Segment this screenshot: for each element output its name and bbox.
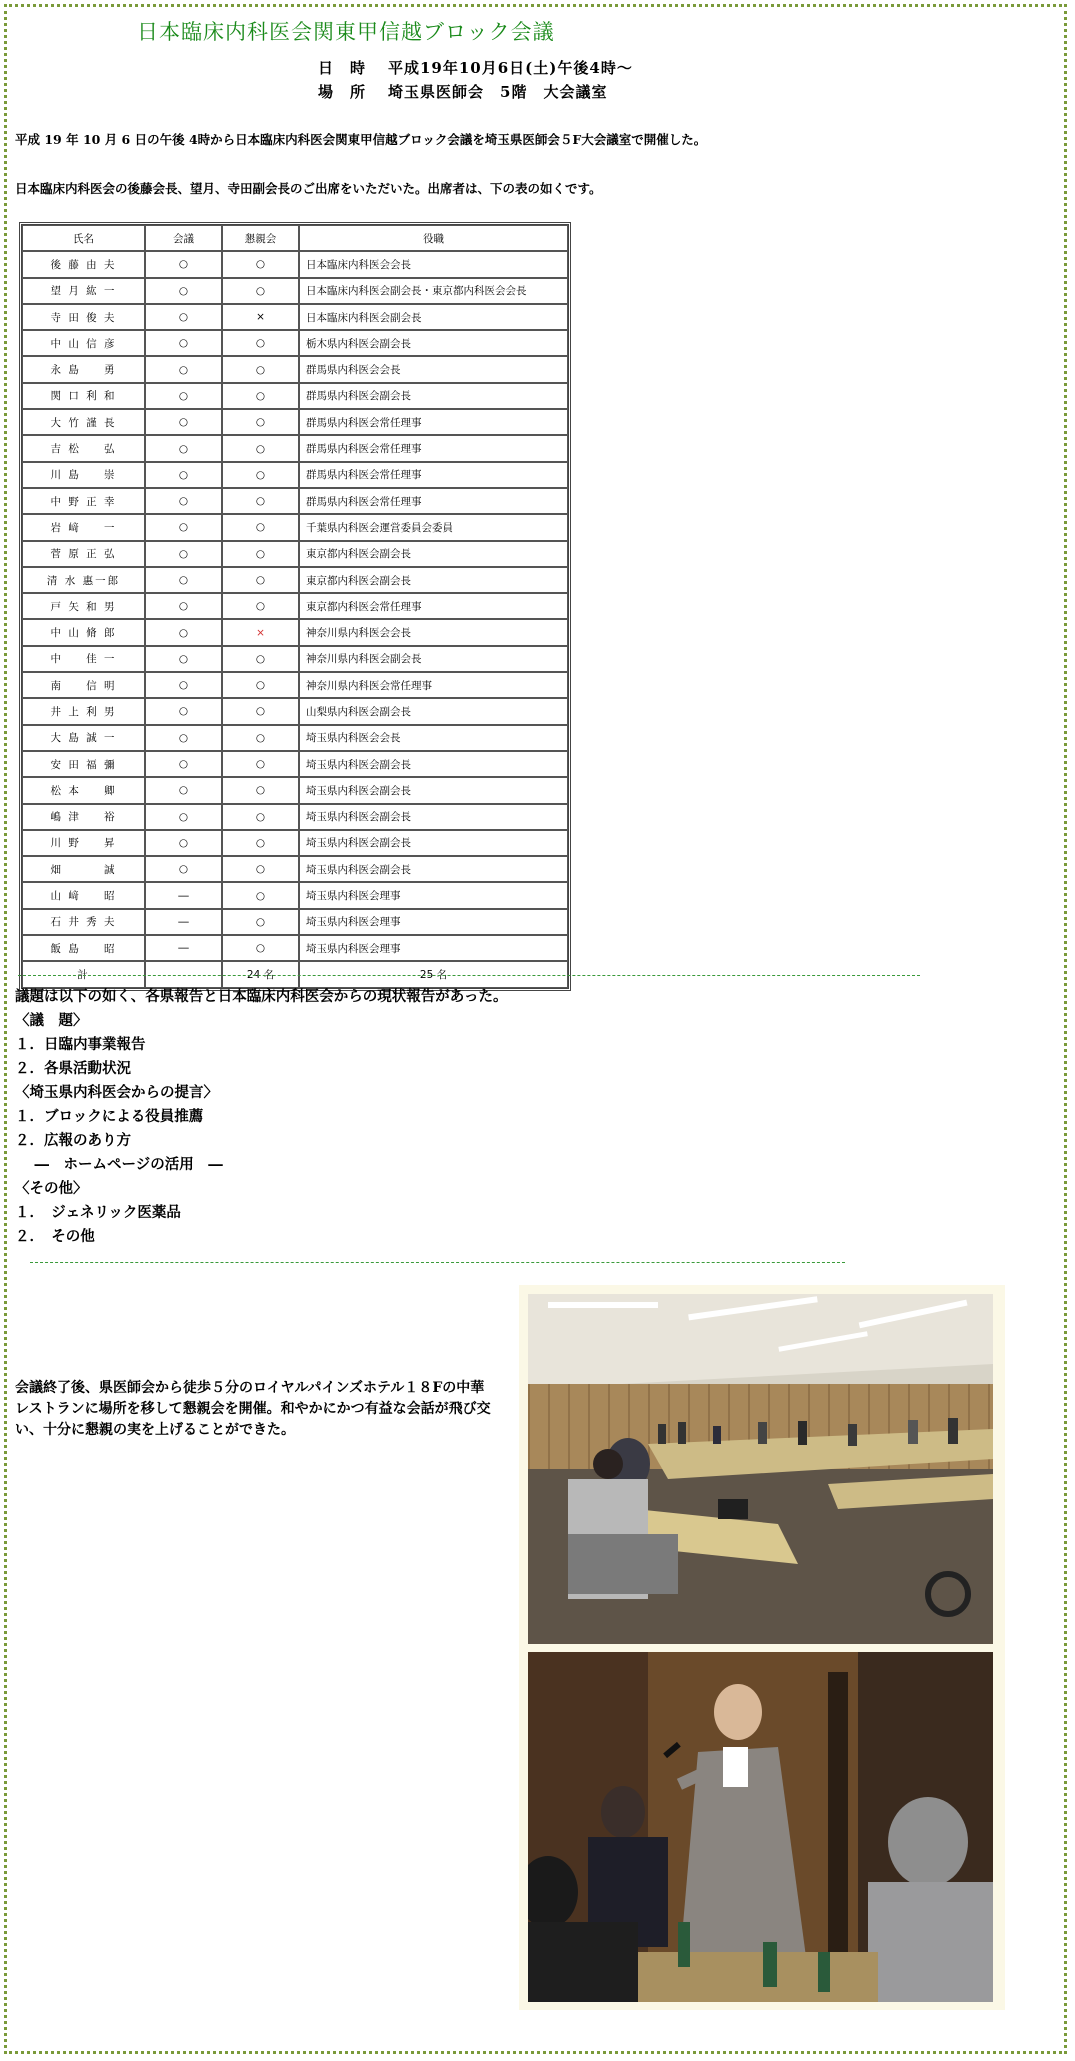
meeting-attendance: ○ (145, 698, 222, 724)
other-item: ２． その他 (15, 1228, 95, 1245)
social-attendance: ○ (222, 435, 299, 461)
social-attendance: ○ (222, 278, 299, 304)
member-role: 埼玉県内科医会副会長 (299, 751, 568, 777)
proposal-subitem: ― ホームページの活用 ― (15, 1156, 223, 1173)
member-name: 中 山 脩 郎 (22, 619, 145, 645)
member-name: 川 野 昇 (22, 830, 145, 856)
member-role: 埼玉県内科医会副会長 (299, 830, 568, 856)
meeting-attendance: ○ (145, 672, 222, 698)
social-attendance: ○ (222, 462, 299, 488)
meeting-attendance: ○ (145, 593, 222, 619)
meeting-place (318, 81, 607, 102)
member-name: 菅 原 正 弘 (22, 541, 145, 567)
table-row (22, 882, 568, 908)
meeting-attendance: ― (145, 882, 222, 908)
member-role: 群馬県内科医会会長 (299, 356, 568, 382)
table-row (22, 698, 568, 724)
meeting-attendance: ○ (145, 462, 222, 488)
place-value: 埼玉県医師会 5階 大会議室 (388, 83, 608, 101)
member-role: 群馬県内科医会常任理事 (299, 409, 568, 435)
table-row (22, 462, 568, 488)
social-attendance: ○ (222, 514, 299, 540)
social-attendance: × (222, 304, 299, 330)
intro-paragraph-2: 日本臨床内科医会の後藤会長、望月、寺田副会長のご出席をいただいた。出席者は、下の表の如くです。 (15, 181, 602, 196)
social-attendance: ○ (222, 646, 299, 672)
member-role: 埼玉県内科医会副会長 (299, 777, 568, 803)
member-name: 川 島 崇 (22, 462, 145, 488)
member-name: 大 島 誠 一 (22, 725, 145, 751)
member-role: 山梨県内科医会副会長 (299, 698, 568, 724)
place-label: 場 所 (318, 83, 367, 101)
meeting-attendance: ○ (145, 383, 222, 409)
other-item: １． ジェネリック医薬品 (15, 1204, 181, 1221)
proposal-item: ２．広報のあり方 (15, 1132, 131, 1149)
member-role: 埼玉県内科医会副会長 (299, 856, 568, 882)
intro-paragraph-1: 平成 19 年 10 月 6 日の午後 4時から日本臨床内科医会関東甲信越ブロック会議を埼玉県医師会５F大会議室で開催した。 (15, 132, 707, 147)
table-row (22, 935, 568, 961)
agenda-item: ２．各県活動状況 (15, 1060, 131, 1077)
table-row (22, 567, 568, 593)
social-attendance: ○ (222, 882, 299, 908)
meeting-attendance: ○ (145, 619, 222, 645)
meeting-attendance: ○ (145, 304, 222, 330)
social-attendance: ○ (222, 777, 299, 803)
table-row (22, 304, 568, 330)
meeting-attendance: ○ (145, 751, 222, 777)
table-row (22, 383, 568, 409)
header-role: 役職 (299, 225, 568, 251)
social-attendance: ○ (222, 251, 299, 277)
member-role: 埼玉県内科医会理事 (299, 909, 568, 935)
member-name: 清 水 惠一郎 (22, 567, 145, 593)
member-name: 関 口 利 和 (22, 383, 145, 409)
table-row (22, 777, 568, 803)
member-name: 井 上 利 男 (22, 698, 145, 724)
member-role: 神奈川県内科医会副会長 (299, 646, 568, 672)
member-name: 吉 松 弘 (22, 435, 145, 461)
meeting-attendance: ○ (145, 488, 222, 514)
table-row (22, 278, 568, 304)
table-row (22, 751, 568, 777)
agenda-heading: 〈議 題〉 (15, 1012, 88, 1029)
member-name: 永 島 勇 (22, 356, 145, 382)
member-role: 日本臨床内科医会副会長 (299, 304, 568, 330)
meeting-attendance: ○ (145, 278, 222, 304)
social-attendance: ○ (222, 856, 299, 882)
table-row (22, 619, 568, 645)
member-name: 中 佳 一 (22, 646, 145, 672)
header-social: 懇親会 (222, 225, 299, 251)
member-role: 神奈川県内科医会常任理事 (299, 672, 568, 698)
member-role: 埼玉県内科医会理事 (299, 882, 568, 908)
speaker-photo (528, 1652, 993, 2002)
member-role: 群馬県内科医会常任理事 (299, 435, 568, 461)
table-row (22, 514, 568, 540)
social-attendance: ○ (222, 541, 299, 567)
other-heading: 〈その他〉 (15, 1180, 88, 1197)
member-role: 東京都内科医会常任理事 (299, 593, 568, 619)
agenda-item: １．日臨内事業報告 (15, 1036, 146, 1053)
agenda-lead: 議題は以下の如く、各県報告と日本臨床内科医会からの現状報告があった。 (15, 988, 508, 1005)
photo-panel (519, 1285, 1005, 2010)
table-row (22, 409, 568, 435)
member-name: 中 野 正 幸 (22, 488, 145, 514)
member-name: 松 本 卿 (22, 777, 145, 803)
social-attendance: ○ (222, 909, 299, 935)
table-row (22, 541, 568, 567)
date-value: 平成19年10月6日(土)午後4時～ (388, 59, 633, 77)
meeting-attendance: ― (145, 909, 222, 935)
member-role: 東京都内科医会副会長 (299, 541, 568, 567)
total-social: 24 名 (222, 961, 299, 987)
meeting-attendance: ○ (145, 856, 222, 882)
meeting-attendance: ○ (145, 777, 222, 803)
table-row (22, 330, 568, 356)
social-attendance: ○ (222, 698, 299, 724)
social-attendance: ○ (222, 804, 299, 830)
member-name: 大 竹 謹 長 (22, 409, 145, 435)
social-attendance: ○ (222, 567, 299, 593)
social-attendance: ○ (222, 830, 299, 856)
table-header-row (22, 225, 568, 251)
meeting-attendance: ○ (145, 646, 222, 672)
proposal-item: １．ブロックによる役員推薦 (15, 1108, 204, 1125)
member-role: 群馬県内科医会常任理事 (299, 462, 568, 488)
table-row (22, 725, 568, 751)
member-name: 望 月 紘 一 (22, 278, 145, 304)
member-name: 岩 﨑 一 (22, 514, 145, 540)
attendance-body (22, 251, 568, 961)
total-count: 25 名 (299, 961, 568, 987)
member-name: 山 﨑 昭 (22, 882, 145, 908)
member-name: 中 山 信 彦 (22, 330, 145, 356)
meeting-attendance: ― (145, 935, 222, 961)
header-name: 氏名 (22, 225, 145, 251)
agenda-section (15, 985, 508, 1249)
member-name: 飯 島 昭 (22, 935, 145, 961)
table-row (22, 435, 568, 461)
table-row (22, 593, 568, 619)
social-attendance: ○ (222, 488, 299, 514)
meeting-attendance: ○ (145, 435, 222, 461)
meeting-attendance: ○ (145, 804, 222, 830)
divider-2 (30, 1262, 845, 1263)
table-row (22, 830, 568, 856)
social-attendance: ○ (222, 409, 299, 435)
social-attendance: ○ (222, 383, 299, 409)
table-row (22, 909, 568, 935)
member-role: 神奈川県内科医会会長 (299, 619, 568, 645)
member-role: 埼玉県内科医会会長 (299, 725, 568, 751)
meeting-attendance: ○ (145, 251, 222, 277)
meeting-room-photo (528, 1294, 993, 1644)
meeting-date (318, 57, 633, 78)
social-attendance: ○ (222, 330, 299, 356)
member-name: 寺 田 俊 夫 (22, 304, 145, 330)
page-title: 日本臨床内科医会関東甲信越ブロック会議 (137, 20, 555, 44)
member-name: 石 井 秀 夫 (22, 909, 145, 935)
member-role: 群馬県内科医会常任理事 (299, 488, 568, 514)
member-role: 千葉県内科医会運営委員会委員 (299, 514, 568, 540)
social-attendance: ○ (222, 593, 299, 619)
member-name: 戸 矢 和 男 (22, 593, 145, 619)
social-attendance: ○ (222, 356, 299, 382)
social-attendance: × (222, 619, 299, 645)
meeting-attendance: ○ (145, 567, 222, 593)
member-role: 埼玉県内科医会理事 (299, 935, 568, 961)
member-role: 群馬県内科医会副会長 (299, 383, 568, 409)
table-row (22, 672, 568, 698)
member-role: 埼玉県内科医会副会長 (299, 804, 568, 830)
member-name: 嶋 津 裕 (22, 804, 145, 830)
member-name: 畑 誠 (22, 856, 145, 882)
member-role: 栃木県内科医会副会長 (299, 330, 568, 356)
meeting-attendance: ○ (145, 330, 222, 356)
divider-1 (18, 975, 920, 976)
table-row (22, 356, 568, 382)
table-row (22, 804, 568, 830)
header-meeting: 会議 (145, 225, 222, 251)
meeting-attendance: ○ (145, 514, 222, 540)
attendance-table (19, 222, 571, 991)
social-attendance: ○ (222, 935, 299, 961)
member-role: 日本臨床内科医会副会長・東京都内科医会会長 (299, 278, 568, 304)
social-attendance: ○ (222, 751, 299, 777)
meeting-attendance: ○ (145, 725, 222, 751)
social-attendance: ○ (222, 672, 299, 698)
member-name: 後 藤 由 夫 (22, 251, 145, 277)
proposal-heading: 〈埼玉県内科医会からの提言〉 (15, 1084, 218, 1101)
social-attendance: ○ (222, 725, 299, 751)
table-row (22, 251, 568, 277)
meeting-attendance: ○ (145, 356, 222, 382)
member-name: 南 信 明 (22, 672, 145, 698)
date-label: 日 時 (318, 59, 367, 77)
table-row (22, 646, 568, 672)
table-row (22, 856, 568, 882)
reception-note: 会議終了後、県医師会から徒歩５分のロイヤルパインズホテル１８Fの中華レストランに場所を移して懇親会を開催。和やかにかつ有益な会話が飛び交い、十分に懇親の実を上げることができた。 (15, 1380, 491, 1438)
meeting-attendance: ○ (145, 830, 222, 856)
member-name: 安 田 福 彌 (22, 751, 145, 777)
member-role: 日本臨床内科医会会長 (299, 251, 568, 277)
meeting-attendance: ○ (145, 541, 222, 567)
member-role: 東京都内科医会副会長 (299, 567, 568, 593)
total-label: 計 (22, 961, 145, 987)
meeting-attendance: ○ (145, 409, 222, 435)
table-row (22, 488, 568, 514)
